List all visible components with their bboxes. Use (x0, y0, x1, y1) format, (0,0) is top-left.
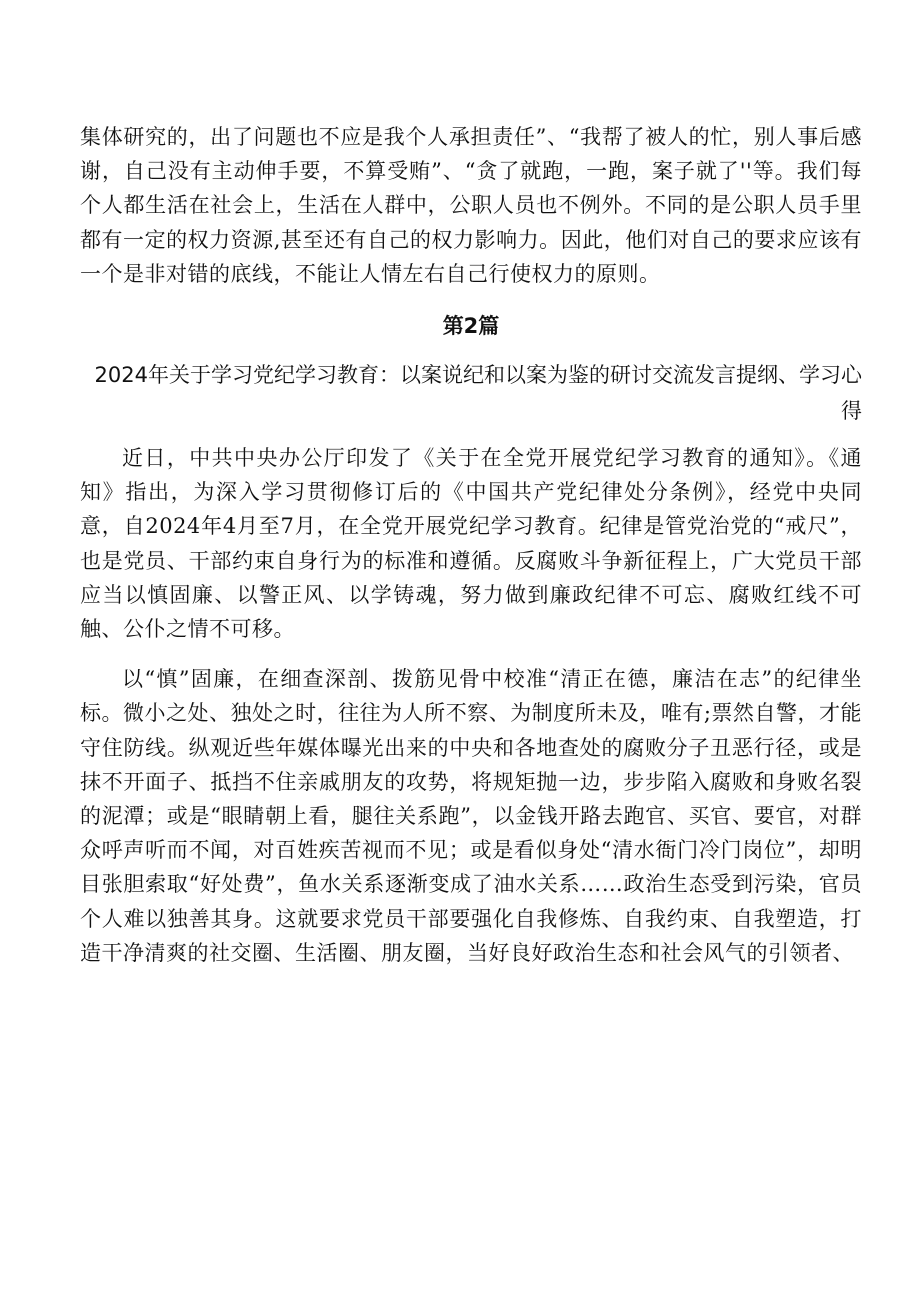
paragraph-3: 以“慎”固廉，在细查深剖、拨筋见骨中校准“清正在德，廉洁在志”的纪律坐标。微小之处、独处之时，往往为人所不察、为制度所未及，唯有;票然自警，才能守住防线。纵观近些年媒体曝光出来的中央和各地查处的腐败分子丑恶行径，或是抹不开面子、抵挡不住亲戚朋友的攻势，将规矩抛一边，步步陷入腐败和身败名裂的泥潭；或是“眼睛朝上看，腿往关系跑”，以金钱开路去跑官、买官、要官，对群众呼声听而不闻，对百姓疾苦视而不见；或是看似身处“清水衙门冷门岗位”，却明目张胆索取“好处费”，鱼水关系逐渐变成了油水关系……政治生态受到污染，官员个人难以独善其身。这就要求党员干部要强化自我修炼、自我约束、自我塑造，打造干净清爽的社交圈、生活圈、朋友圈，当好良好政治生态和社会风气的引领者、 (80, 667, 862, 965)
paragraph-1: 集体研究的，出了问题也不应是我个人承担责任”、“我帮了被人的忙，别人事后感谢，自己没有主动伸手要，不算受贿”、“贪了就跑，一跑，案子就了''等。我们每个人都生活在社会上，生活在人群中，公职人员也不例外。不同的是公职人员手里都有一定的权力资源,甚至还有自己的权力影响力。因此，他们对自己的要求应该有一个是非对错的底线，不能让人情左右自己行使权力的原则。 (80, 125, 862, 286)
article-title: 2024年关于学习党纪学习教育：以案说纪和以案为鉴的研讨交流发言提纲、学习心得 (94, 363, 862, 424)
paragraph-2: 近日，中共中央办公厅印发了《关于在全党开展党纪学习教育的通知》。《通知》指出，为深入学习贯彻修订后的《中国共产党纪律处分条例》，经党中央同意，自2024年4月至7月，在全党开展党纪学习教育。纪律是管党治党的“戒尺”，也是党员、干部约束自身行为的标准和遵循。反腐败斗争新征程上，广大党员干部应当以慎固廉、以警正风、以学铸魂，努力做到廉政纪律不可忘、腐败红线不可触、公仆之情不可移。 (80, 446, 862, 642)
section-heading: 第2篇 (442, 314, 500, 339)
document-page (80, 120, 862, 970)
